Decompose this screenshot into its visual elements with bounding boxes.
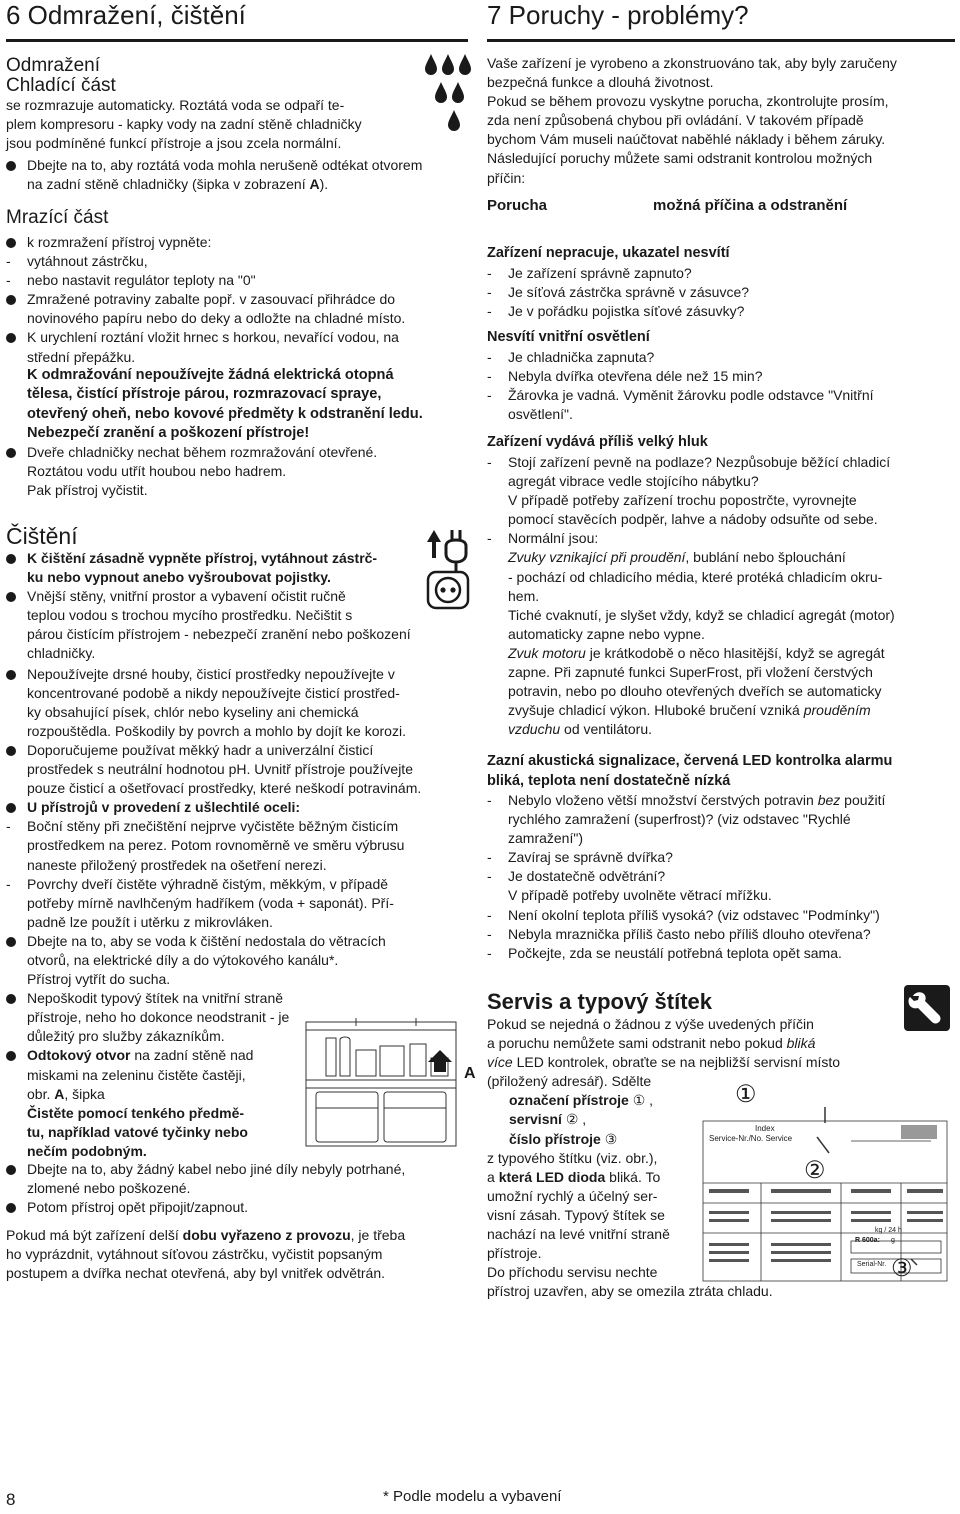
list-item: - nebo nastavit regulátor teploty na "0" — [6, 271, 476, 290]
wrench-icon — [903, 984, 951, 1032]
odmrazeni-block — [6, 55, 421, 153]
defrost-warning: K odmražování nepoužívejte žádná elektrická otopná tělesa, čistící přístroje párou, rozmrazovací spraye, otevřený oheň, nebo kovové předměty k odstranění ledu. Nebezpečí zranění a poškození přístroje! — [27, 367, 423, 441]
list-item: - Nebylo vloženo větší množství čerstvých potravin bez použití rychlého zamražení (superfrost)? (viz odstavec "Rychlé zamražení") — [487, 791, 957, 848]
list-item: - Normální jsou: Zvuky vznikající při proudění, bublání nebo šplouchání - pochází od chladicího média, které protéká chladicím okru- hem. Tiché cvaknutí, je slyšet vždy, když se chladicí agregát (motor) automaticky zapne nebo vypne. Zvuk motoru je krátkodobě o něco hlasitější, když se agregát zapne. Při zapnuté funkci SuperFrost, při vložení čerstvých potravin, nebo po dlouho otevřených dveřích se automaticky zvyšuje chladicí výkon. Hluboké bručení vzniká prouděním vzduchu od ventilátoru. — [487, 529, 957, 739]
plate-number-3: ③ — [891, 1255, 913, 1282]
list-item: - Je zařízení správně zapnuto? — [487, 264, 957, 283]
list-item: Vnější stěny, vnitřní prostor a vybavení očistit ručně teplou vodou s trochou mycího prostředku. Nečištit s párou čistícím přístrojem - nebezpečí zranění nebo poškození chladničky. — [6, 587, 476, 663]
odmrazeni-heading: Odmražení — [6, 55, 100, 76]
list-item: - Boční stěny při znečištění nejprve vyčistěte běžným čisticím prostředkem na perez. Potom rovnoměrně ve směru výbrusu naneste přiložený prostředek na ošetření nerezi. — [6, 817, 476, 874]
list-item: Zmražené potraviny zabalte popř. v zasouvací přihrádce do novinového papíru nebo do deky a odložte na chladné místo. — [6, 290, 476, 328]
list-item: Pak přístroj vyčistit. — [27, 482, 148, 499]
rating-plate-illustration — [701, 1083, 951, 1283]
page-number: 8 — [6, 1490, 16, 1509]
list-item: - vytáhnout zástrčku, — [6, 252, 476, 271]
section-6-title: 6 Odmražení, čištění — [6, 0, 246, 30]
list-item: - Je síťová zástrčka správně v zásuvce? — [487, 283, 957, 302]
list-item: Dveře chladničky nechat během rozmražování otevřené. — [6, 443, 476, 462]
list-item: - Žárovka je vadná. Vyměnit žárovku podle odstavce "Vnitřní osvětlení". — [487, 386, 957, 424]
servis-heading: Servis a typový štítek — [487, 989, 713, 1014]
odmrazeni-bullets — [6, 156, 476, 194]
list-item: - Stojí zařízení pevně na podlaze? Nezpůsobuje běžící chladicí agregát vibrace vedle stojícího nábytku? V případě potřeby zařízení trochu popostrčte, vyrovnejte pomocí stavěcích podpěr, lahve a nádoby odsuňte od sebe. — [487, 453, 957, 529]
plate-index-label: Index — [755, 1124, 775, 1133]
list-item: K urychlení roztání vložit hrnec s horkou, nevařící vodou, na střední přepážku. — [6, 328, 476, 366]
fault-list — [487, 264, 957, 321]
fridge-interior-illustration — [296, 1018, 472, 1150]
section-7-title: 7 Poruchy - problémy? — [487, 0, 749, 30]
footnote: * Podle modelu a vybavení — [383, 1488, 562, 1505]
title-rule — [487, 39, 955, 42]
servis-paragraph: Pokud se nejedná o žádnou z výše uvedených příčin a poruchu nemůžete sami odstranit nebo pokud bliká více LED kontrolek, obraťte se na nejbližší servisní místo (přiložený adresář). Sdělte označení přístroje ① , servisní ② , číslo přístroje ③ z typového štítku (viz. obr.), a která LED dioda bliká. To umožní rychlý a účelný ser- visní zásah. Typový štítek se nachází na levé vnitřní straně přístroje. Do příchodu servisu nechte přístroj uzavřen, aby se omezila ztráta chladu. — [487, 1016, 841, 1300]
fault-heading: Zařízení nepracuje, ukazatel nesvítí — [487, 245, 730, 261]
cisteni-heading: Čištění — [6, 523, 78, 549]
socket-icon — [426, 570, 470, 610]
mrazici-list-2 — [6, 443, 476, 500]
intro-line: plem kompresoru - kapky vody na zadní stěně chladničky — [6, 116, 362, 133]
figure-label: A — [464, 1065, 476, 1082]
cisteni-list-2 — [6, 1160, 476, 1217]
list-item: Roztátou vodu utřít houbou nebo hadrem. — [27, 463, 287, 480]
plate-number-1: ① — [735, 1081, 757, 1108]
list-item: - Je v pořádku pojistka síťové zásuvky? — [487, 302, 957, 321]
mrazici-heading: Mrazící část — [6, 207, 109, 228]
list-item: Nepoužívejte drsné houby, čisticí prostředky nepoužívejte v koncentrované podobě a nikdy nepoužívejte čisticí prostřed- ky obsahující písek, chlór nebo kyseliny ani chemická rozpouštědla. Poškodily by povrch a mohlo by dojít ke korozi. — [6, 665, 476, 741]
fault-heading: Zazní akustická signalizace, červená LED kontrolka alarmu bliká, teplota není dostatečně nízká — [487, 753, 893, 789]
list-item: Doporučujeme používat měkký hadr a univerzální čisticí prostředek s neutrální hodnotou pH. Uvnitř přístroje používejte pouze čisticí a ošetřovací prostředky, které neškodí potravinám. — [6, 741, 476, 798]
list-item: - Je chladnička zapnuta? — [487, 348, 957, 367]
list-item: Dbejte na to, aby se voda k čištění nedostala do větracích otvorů, na elektrické díly a do výtokového kanálu*. Přístroj vytřít do sucha. — [6, 932, 476, 989]
fault-list — [487, 453, 957, 739]
list-item: k rozmražení přístroj vypněte: — [6, 233, 476, 252]
plate-service-label: Service-Nr./No. Service — [709, 1134, 793, 1143]
list-item: - Zavíraj se správně dvířka? — [487, 848, 957, 867]
list-item: - Povrchy dveří čistěte výhradně čistým, měkkým, v případě potřeby mírně navlhčeným hadříkem (voda + saponát). Pří- padně lze použít i utěrku z mikrovláken. — [6, 875, 476, 932]
plate-capacity-label: kg / 24 h — [875, 1227, 902, 1234]
list-item: Nepoškodit typový štítek na vnitřní straně přístroje, neho ho dokonce neodstranit - je důležitý pro služby zákazníkům. — [6, 989, 476, 1046]
list-item: - Nebyla dvířka otevřena déle než 15 min? — [487, 367, 957, 386]
list-item: K čištění zásadně vypněte přístroj, vytáhnout zástrč- ku nebo vypnout anebo vyšroubovat pojistky. — [6, 549, 476, 587]
title-rule — [6, 39, 468, 42]
list-item: Dbejte na to, aby žádný kabel nebo jiné díly nebyly potrhané, zlomené nebo poškozené. — [6, 1160, 476, 1198]
odmrazeni-subheading: Chladící část — [6, 75, 116, 96]
list-item: - Počkejte, zda se neustálí potřebná teplota opět sama. — [487, 944, 957, 963]
fault-heading: Zařízení vydává příliš velký hluk — [487, 434, 708, 450]
list-item: - Je dostatečně odvětrání? V případě potřeby uvolněte větrací mřížku. — [487, 867, 957, 905]
list-item: Dbejte na to, aby roztátá voda mohla nerušeně odtékat otvorem na zadní stěně chladničky (šipka v zobrazení A). — [6, 156, 476, 194]
water-drops-icon — [424, 52, 472, 138]
list-item: - Není okolní teplota příliš vysoká? (viz odstavec "Podmínky") — [487, 906, 957, 925]
list-item: Potom přístroj opět připojit/zapnout. — [6, 1198, 476, 1217]
intro-line: jsou podmíněné funkcí přístroje a jsou zcela normální. — [6, 135, 342, 152]
plate-serial-label: Serial-Nr. — [857, 1261, 887, 1268]
intro-paragraph: Vaše zařízení je vyrobeno a zkonstruováno tak, aby byly zaručeny bezpečná funkce a dlouhá životnost. Pokud se během provozu vyskytne porucha, zkontrolujte prosím, zda není způsobená chybou při ovládání. V takovém případě bychom Vám museli naúčtovat naběhlé náklady i během záruky. Následující poruchy můžete sami odstranit kontrolou možných příčin: — [487, 55, 897, 186]
table-header-cause: možná příčina a odstranění — [653, 197, 848, 214]
list-item: Odtokový otvor na zadní stěně nad miskami na zeleninu čistěte častěji, obr. A, šipka Čistěte pomocí tenkého předmě- tu, například vatové tyčinky nebo nečím podobným. — [6, 1046, 476, 1161]
unplug-icon — [424, 524, 472, 574]
plate-number-2: ② — [804, 1157, 826, 1184]
fault-list — [487, 791, 957, 963]
list-item: - Nebyla mraznička příliš často nebo příliš dlouho otevřena? — [487, 925, 957, 944]
list-item: U přístrojů v provedení z ušlechtilé oceli: — [6, 798, 476, 817]
intro-line: se rozmrazuje automaticky. Roztátá voda se odpaří te- — [6, 97, 345, 113]
table-header-fault: Porucha — [487, 197, 548, 214]
decommission-paragraph: Pokud má být zařízení delší dobu vyřazeno z provozu, je třeba ho vyprázdnit, vytáhnout síťovou zástrčku, vyčistit popsaným postupem a dvířka nechat otevřená, aby byl vnitřek odvětrán. — [6, 1227, 406, 1282]
fault-heading: Nesvítí vnitřní osvětlení — [487, 329, 650, 345]
fault-list — [487, 348, 957, 424]
plate-gram-label: g — [891, 1237, 895, 1244]
mrazici-list — [6, 233, 476, 367]
plate-refrigerant-label: R 600a: — [855, 1237, 880, 1244]
